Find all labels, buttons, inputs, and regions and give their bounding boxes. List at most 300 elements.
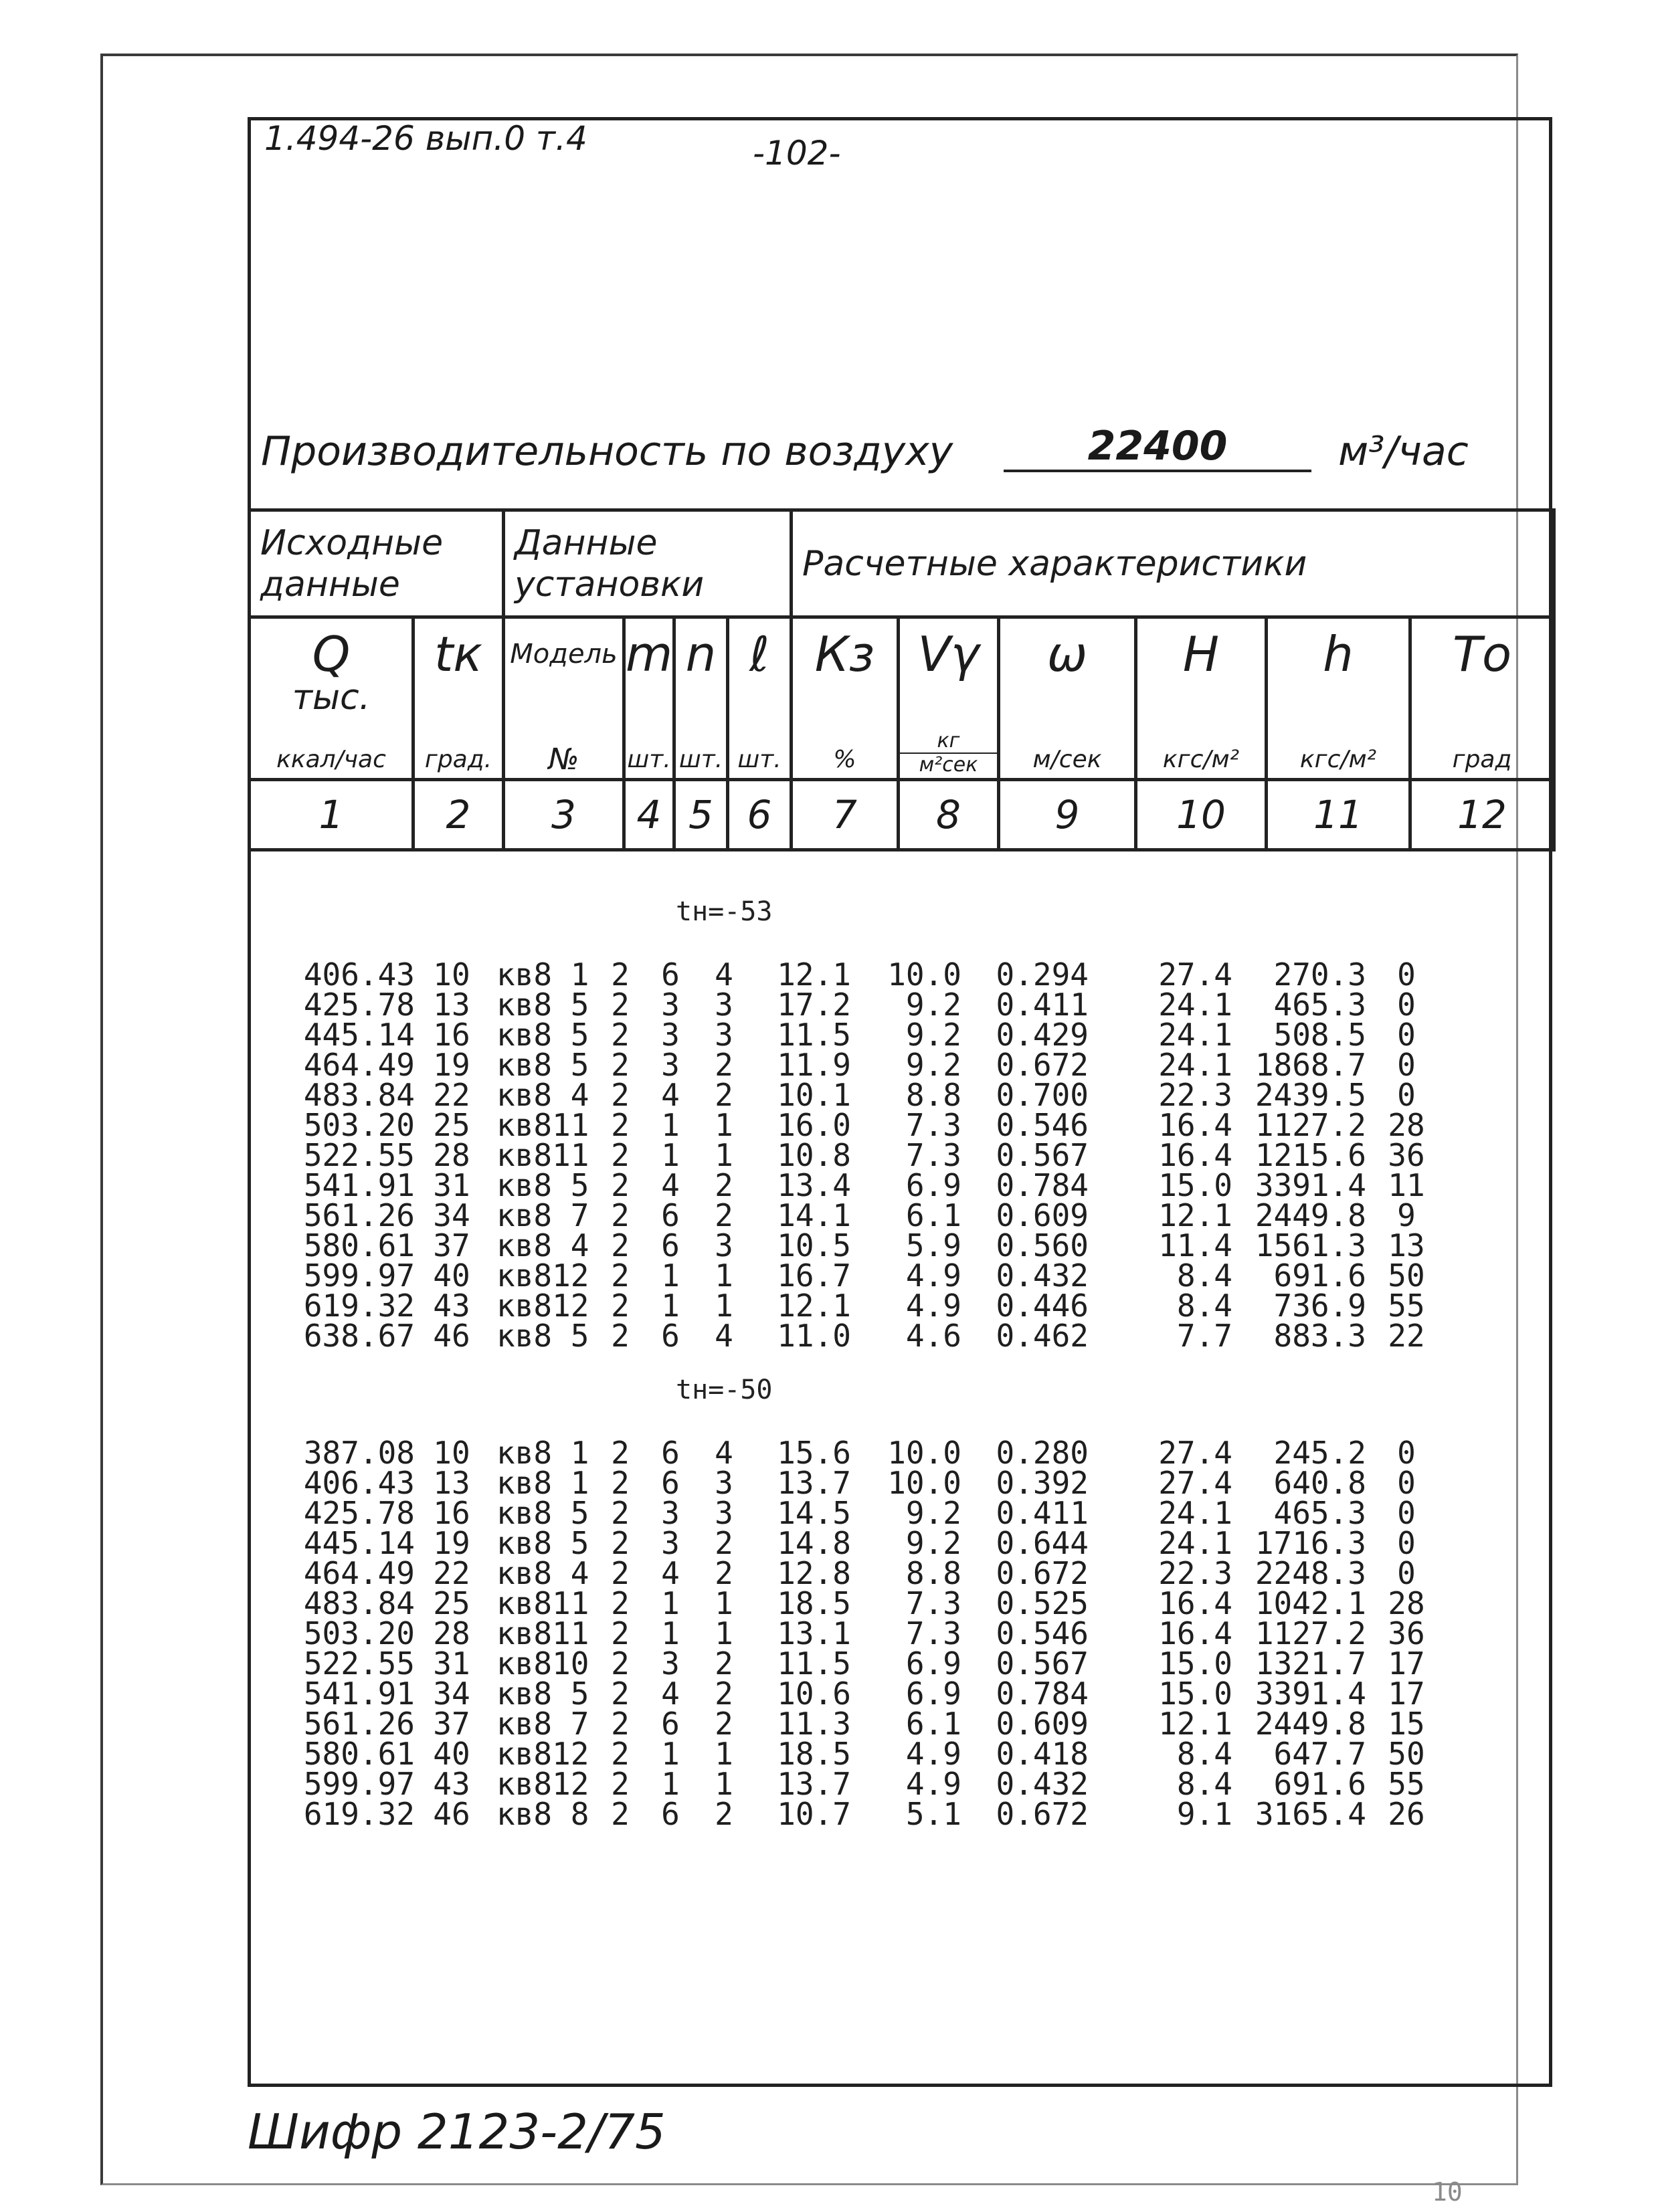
table-cell: 0.672: [996, 1047, 1089, 1083]
table-cell: 9.2: [905, 1525, 961, 1561]
table-cell: 16.4: [1158, 1585, 1232, 1621]
table-cell: 4.6: [905, 1318, 961, 1354]
table-cell: 3: [661, 1525, 680, 1561]
table-cell: 4.9: [905, 1288, 961, 1324]
table-cell: 1: [661, 1258, 680, 1294]
table-cell: 10.6: [777, 1676, 851, 1712]
table-row: [281, 1649, 1447, 1679]
table-cell: 2: [611, 1167, 630, 1203]
table-cell: 2: [611, 987, 630, 1023]
table-cell: 28: [433, 1137, 470, 1173]
table-cell: 541.91: [303, 1676, 415, 1712]
table-cell: 580.61: [303, 1227, 415, 1264]
table-cell: 483.84: [303, 1585, 415, 1621]
table-cell: 11.5: [777, 1017, 851, 1053]
table-cell: 50: [1388, 1736, 1425, 1772]
table-cell: 24.1: [1158, 987, 1232, 1023]
table-cell: 0.429: [996, 1017, 1089, 1053]
table-cell: 9.2: [905, 1047, 961, 1083]
table-cell: 1: [715, 1615, 733, 1651]
col-number: 11: [1267, 780, 1410, 850]
table-cell: 10.8: [777, 1137, 851, 1173]
table-cell: 27.4: [1158, 957, 1232, 993]
table-cell: 0: [1397, 1047, 1416, 1083]
table-cell: 26: [1388, 1796, 1425, 1832]
col-header-h-lower: [1267, 617, 1410, 780]
table-cell: 6.1: [905, 1706, 961, 1742]
table-cell: 4: [715, 957, 733, 993]
table-cell: 3: [715, 1227, 733, 1264]
table-cell: 6: [661, 957, 680, 993]
table-cell: 17.2: [777, 987, 851, 1023]
table-cell: кв8 5: [496, 987, 589, 1023]
table-row: [281, 1020, 1447, 1050]
table-cell: 19: [433, 1525, 470, 1561]
col-header-m: [624, 617, 674, 780]
table-cell: 387.08: [303, 1435, 415, 1471]
table-cell: кв8 5: [496, 1525, 589, 1561]
table-cell: 7.7: [1176, 1318, 1232, 1354]
table-cell: 16.4: [1158, 1615, 1232, 1651]
table-row: [281, 1050, 1447, 1080]
table-cell: 2: [611, 1197, 630, 1233]
table-cell: 0.567: [996, 1137, 1089, 1173]
table-cell: 5.9: [905, 1227, 961, 1264]
table-cell: 31: [433, 1645, 470, 1682]
table-cell: 640.8: [1273, 1465, 1366, 1501]
table-cell: 11.4: [1158, 1227, 1232, 1264]
table-cell: кв8 5: [496, 1167, 589, 1203]
table-row: [281, 1261, 1447, 1291]
table-cell: 11.3: [777, 1706, 851, 1742]
table-cell: 16.7: [777, 1258, 851, 1294]
table-row: [281, 1468, 1447, 1498]
table-cell: 0.609: [996, 1706, 1089, 1742]
table-cell: 508.5: [1273, 1017, 1366, 1053]
table-cell: кв811: [496, 1615, 589, 1651]
table-cell: 43: [433, 1288, 470, 1324]
table-cell: кв8 1: [496, 1435, 589, 1471]
table-cell: 13.7: [777, 1766, 851, 1802]
table-cell: 0.418: [996, 1736, 1089, 1772]
table-cell: 561.26: [303, 1706, 415, 1742]
table-cell: 13: [433, 1465, 470, 1501]
table-cell: 2248.3: [1255, 1555, 1366, 1591]
table-cell: 4: [715, 1318, 733, 1354]
table-cell: 55: [1388, 1766, 1425, 1802]
table-cell: 4: [661, 1167, 680, 1203]
table-cell: 483.84: [303, 1077, 415, 1113]
table-cell: 46: [433, 1796, 470, 1832]
table-row: [281, 1110, 1447, 1140]
table-cell: 6.9: [905, 1167, 961, 1203]
table-cell: кв812: [496, 1288, 589, 1324]
table-cell: 425.78: [303, 1495, 415, 1531]
table-cell: 22.3: [1158, 1555, 1232, 1591]
table-cell: 3: [661, 1047, 680, 1083]
table-cell: 0.700: [996, 1077, 1089, 1113]
table-cell: 883.3: [1273, 1318, 1366, 1354]
table-row: [281, 1679, 1447, 1709]
table-cell: 7.3: [905, 1615, 961, 1651]
table-cell: 0: [1397, 1465, 1416, 1501]
col-symbol: m: [626, 626, 673, 682]
table-cell: 2: [715, 1525, 733, 1561]
table-cell: 2: [611, 1706, 630, 1742]
col-symbol: ℓ: [749, 626, 769, 682]
table-cell: 2: [611, 1766, 630, 1802]
table-cell: 0.411: [996, 1495, 1089, 1531]
table-cell: 3: [715, 1465, 733, 1501]
table-cell: 43: [433, 1766, 470, 1802]
table-cell: 4: [661, 1555, 680, 1591]
col-symbol: n: [685, 626, 717, 682]
table-cell: 3: [715, 1017, 733, 1053]
table-cell: 34: [433, 1676, 470, 1712]
table-cell: 0: [1397, 1435, 1416, 1471]
col-number: 6: [728, 780, 792, 850]
table-cell: 25: [433, 1585, 470, 1621]
table-row: [281, 1171, 1447, 1201]
unit-numerator: кг: [900, 730, 997, 754]
table-cell: 3: [715, 1495, 733, 1531]
table-cell: 8.4: [1176, 1258, 1232, 1294]
table-cell: 11.9: [777, 1047, 851, 1083]
col-symbol-sub: тыс.: [292, 678, 371, 718]
table-cell: 0.672: [996, 1555, 1089, 1591]
table-cell: 6.9: [905, 1645, 961, 1682]
table-row: [281, 1589, 1447, 1619]
table-cell: 406.43: [303, 957, 415, 993]
table-cell: 34: [433, 1197, 470, 1233]
table-cell: 1: [661, 1736, 680, 1772]
table-cell: 2: [611, 1318, 630, 1354]
table-cell: 6: [661, 1465, 680, 1501]
table-cell: кв810: [496, 1645, 589, 1682]
table-cell: 27.4: [1158, 1435, 1232, 1471]
col-header-h-upper: [1136, 617, 1267, 780]
table-cell: кв8 4: [496, 1555, 589, 1591]
table-cell: 15.0: [1158, 1645, 1232, 1682]
table-cell: 3391.4: [1255, 1676, 1366, 1712]
table-cell: 1: [715, 1766, 733, 1802]
table-cell: 445.14: [303, 1525, 415, 1561]
col-symbol: Кз: [814, 626, 875, 682]
col-unit: кгс/м²: [1299, 746, 1377, 773]
table-cell: 3: [715, 987, 733, 1023]
col-symbol: ω: [1046, 626, 1088, 682]
table-cell: 0.525: [996, 1585, 1089, 1621]
table-cell: 522.55: [303, 1645, 415, 1682]
table-cell: 3391.4: [1255, 1167, 1366, 1203]
table-cell: 2: [611, 1047, 630, 1083]
table-cell: 16.4: [1158, 1137, 1232, 1173]
table-cell: 2: [611, 1676, 630, 1712]
table-row: [281, 1559, 1447, 1589]
table-cell: 8.8: [905, 1077, 961, 1113]
productivity-label: Производительность по воздуху: [261, 428, 953, 475]
col-header-model: [504, 617, 624, 780]
table-cell: 27.4: [1158, 1465, 1232, 1501]
table-cell: 1127.2: [1255, 1107, 1366, 1143]
table-cell: 2: [611, 1555, 630, 1591]
productivity-unit: м³/час: [1338, 428, 1469, 475]
col-unit: шт.: [627, 746, 671, 773]
table-cell: 0.784: [996, 1676, 1089, 1712]
table-cell: 425.78: [303, 987, 415, 1023]
table-cell: 0.546: [996, 1615, 1089, 1651]
table-cell: 15.0: [1158, 1676, 1232, 1712]
table-cell: 5.1: [905, 1796, 961, 1832]
table-cell: 36: [1388, 1137, 1425, 1173]
table-cell: 2: [611, 1227, 630, 1264]
col-header-n: [674, 617, 728, 780]
table-cell: 4.9: [905, 1258, 961, 1294]
col-number: 8: [899, 780, 999, 850]
table-cell: 19: [433, 1047, 470, 1083]
table-cell: 50: [1388, 1258, 1425, 1294]
table-cell: 9.2: [905, 1017, 961, 1053]
table-cell: 28: [1388, 1107, 1425, 1143]
table-cell: 6: [661, 1706, 680, 1742]
table-cell: 14.1: [777, 1197, 851, 1233]
table-cell: 619.32: [303, 1288, 415, 1324]
table-cell: 1: [661, 1107, 680, 1143]
table-cell: кв8 8: [496, 1796, 589, 1832]
table-cell: 2: [611, 1465, 630, 1501]
table-cell: 691.6: [1273, 1766, 1366, 1802]
table-cell: 6: [661, 1435, 680, 1471]
col-number: 7: [792, 780, 899, 850]
table-cell: кв8 5: [496, 1676, 589, 1712]
table-cell: 599.97: [303, 1766, 415, 1802]
table-cell: 0.432: [996, 1258, 1089, 1294]
table-cell: 2: [611, 1796, 630, 1832]
table-cell: кв812: [496, 1736, 589, 1772]
col-number: 4: [624, 780, 674, 850]
col-unit: кгс/м²: [1162, 746, 1240, 773]
col-header-tk: [413, 617, 504, 780]
table-cell: 1: [715, 1107, 733, 1143]
table-cell: 2: [715, 1706, 733, 1742]
col-number: 5: [674, 780, 728, 850]
table-cell: 2: [715, 1645, 733, 1682]
table-cell: 2449.8: [1255, 1197, 1366, 1233]
table-cell: 0: [1397, 1495, 1416, 1531]
table-cell: 40: [433, 1258, 470, 1294]
col-header-kz: [792, 617, 899, 780]
table-row: [281, 960, 1447, 990]
table-cell: 13.7: [777, 1465, 851, 1501]
table-cell: 22.3: [1158, 1077, 1232, 1113]
table-row: [281, 1528, 1447, 1559]
table-cell: 16.4: [1158, 1107, 1232, 1143]
table-cell: 13: [1388, 1227, 1425, 1264]
table-cell: 17: [1388, 1645, 1425, 1682]
table-cell: 10.5: [777, 1227, 851, 1264]
table-cell: 36: [1388, 1615, 1425, 1651]
table-cell: 245.2: [1273, 1435, 1366, 1471]
table-cell: 445.14: [303, 1017, 415, 1053]
table-row: [281, 1739, 1447, 1769]
table-cell: 1868.7: [1255, 1047, 1366, 1083]
table-cell: 10.0: [887, 1465, 961, 1501]
table-cell: кв811: [496, 1585, 589, 1621]
table-cell: 40: [433, 1736, 470, 1772]
table-cell: 1: [715, 1258, 733, 1294]
table-cell: 1: [715, 1137, 733, 1173]
table-cell: 14.5: [777, 1495, 851, 1531]
col-number: 10: [1136, 780, 1267, 850]
table-cell: 2: [611, 1495, 630, 1531]
table-cell: 10.1: [777, 1077, 851, 1113]
col-header-l: [728, 617, 792, 780]
table-cell: 0.644: [996, 1525, 1089, 1561]
table-cell: 464.49: [303, 1555, 415, 1591]
table-cell: 16: [433, 1495, 470, 1531]
table-cell: 1: [715, 1288, 733, 1324]
table-cell: 7.3: [905, 1137, 961, 1173]
table-cell: 55: [1388, 1288, 1425, 1324]
table-cell: кв8 5: [496, 1495, 589, 1531]
table-cell: 0.392: [996, 1465, 1089, 1501]
col-symbol: Модель: [510, 639, 618, 670]
col-unit: шт.: [737, 746, 781, 773]
table-cell: кв812: [496, 1258, 589, 1294]
document-reference: 1.494-26 вып.0 т.4: [264, 119, 587, 158]
table-cell: 11.5: [777, 1645, 851, 1682]
table-cell: 2449.8: [1255, 1706, 1366, 1742]
col-unit-fraction: [900, 730, 997, 777]
table-cell: 4: [661, 1077, 680, 1113]
table-cell: 522.55: [303, 1137, 415, 1173]
table-cell: 8.8: [905, 1555, 961, 1591]
table-cell: 24.1: [1158, 1525, 1232, 1561]
table-cell: 15.0: [1158, 1167, 1232, 1203]
table-cell: 12.8: [777, 1555, 851, 1591]
table-cell: 9.2: [905, 1495, 961, 1531]
data-table-section-2: [281, 1435, 1447, 1832]
col-unit: град.: [424, 746, 492, 773]
table-cell: 3: [661, 987, 680, 1023]
table-cell: кв8 5: [496, 1047, 589, 1083]
table-cell: 8.4: [1176, 1288, 1232, 1324]
table-row: [281, 1619, 1447, 1649]
table-cell: 18.5: [777, 1736, 851, 1772]
table-row: [281, 1709, 1447, 1739]
table-cell: 2: [715, 1676, 733, 1712]
table-cell: 270.3: [1273, 957, 1366, 993]
data-table-section-1: [281, 957, 1447, 1354]
corner-mark: 10: [1432, 2177, 1463, 2207]
table-cell: 2: [611, 1137, 630, 1173]
table-cell: 465.3: [1273, 987, 1366, 1023]
table-cell: 9.1: [1176, 1796, 1232, 1832]
table-cell: 2: [715, 1796, 733, 1832]
table-cell: 17: [1388, 1676, 1425, 1712]
col-number: 12: [1410, 780, 1554, 850]
table-cell: 10: [433, 957, 470, 993]
table-cell: 12.1: [1158, 1197, 1232, 1233]
table-cell: 8.4: [1176, 1766, 1232, 1802]
table-cell: 0.546: [996, 1107, 1089, 1143]
table-cell: 3: [661, 1645, 680, 1682]
table-cell: 1: [715, 1585, 733, 1621]
table-cell: 12.1: [777, 1288, 851, 1324]
table-cell: 7.3: [905, 1107, 961, 1143]
table-cell: 4: [715, 1435, 733, 1471]
table-cell: 2: [611, 1525, 630, 1561]
table-cell: 1: [715, 1736, 733, 1772]
air-productivity-line: [261, 423, 1519, 488]
table-cell: 18.5: [777, 1585, 851, 1621]
table-cell: 2: [611, 1736, 630, 1772]
table-cell: кв8 7: [496, 1706, 589, 1742]
table-cell: 503.20: [303, 1615, 415, 1651]
table-cell: 14.8: [777, 1525, 851, 1561]
table-cell: кв8 4: [496, 1077, 589, 1113]
table-cell: 2: [715, 1197, 733, 1233]
table-cell: 0: [1397, 1525, 1416, 1561]
table-cell: 2: [715, 1167, 733, 1203]
productivity-value: 22400: [1004, 423, 1311, 472]
table-cell: 4.9: [905, 1736, 961, 1772]
table-cell: 1716.3: [1255, 1525, 1366, 1561]
group-installation-data: Данные установки: [504, 510, 792, 617]
table-cell: 638.67: [303, 1318, 415, 1354]
table-cell: 37: [433, 1706, 470, 1742]
col-unit: град: [1452, 746, 1512, 773]
table-cell: 2: [611, 1077, 630, 1113]
table-cell: 13.1: [777, 1615, 851, 1651]
col-symbol: tк: [434, 626, 482, 682]
table-cell: 12.1: [777, 957, 851, 993]
table-cell: 0: [1397, 1077, 1416, 1113]
col-unit: ккал/час: [276, 746, 386, 773]
table-cell: 11: [1388, 1167, 1425, 1203]
table-cell: 1: [661, 1288, 680, 1324]
table-cell: кв8 5: [496, 1318, 589, 1354]
table-cell: 6: [661, 1796, 680, 1832]
table-cell: 16.0: [777, 1107, 851, 1143]
table-cell: 0: [1397, 1555, 1416, 1591]
table-row: [281, 1231, 1447, 1261]
table-cell: 2: [715, 1555, 733, 1591]
table-cell: 0.560: [996, 1227, 1089, 1264]
col-header-omega: [999, 617, 1136, 780]
table-cell: 6: [661, 1227, 680, 1264]
table-cell: кв8 1: [496, 1465, 589, 1501]
col-symbol: h: [1323, 626, 1354, 682]
table-cell: 8.4: [1176, 1736, 1232, 1772]
table-cell: 691.6: [1273, 1258, 1366, 1294]
table-cell: кв8 5: [496, 1017, 589, 1053]
table-cell: 15.6: [777, 1435, 851, 1471]
table-cell: кв8 7: [496, 1197, 589, 1233]
table-cell: 10: [433, 1435, 470, 1471]
table-cell: 0.280: [996, 1435, 1089, 1471]
table-cell: 9: [1397, 1197, 1416, 1233]
page-number: -102-: [753, 134, 841, 173]
table-cell: 24.1: [1158, 1017, 1232, 1053]
table-cell: 561.26: [303, 1197, 415, 1233]
table-cell: кв811: [496, 1137, 589, 1173]
table-row: [281, 1498, 1447, 1528]
table-cell: 2: [611, 1435, 630, 1471]
table-cell: 6.1: [905, 1197, 961, 1233]
table-cell: 10.0: [887, 957, 961, 993]
col-unit: %: [833, 746, 856, 773]
